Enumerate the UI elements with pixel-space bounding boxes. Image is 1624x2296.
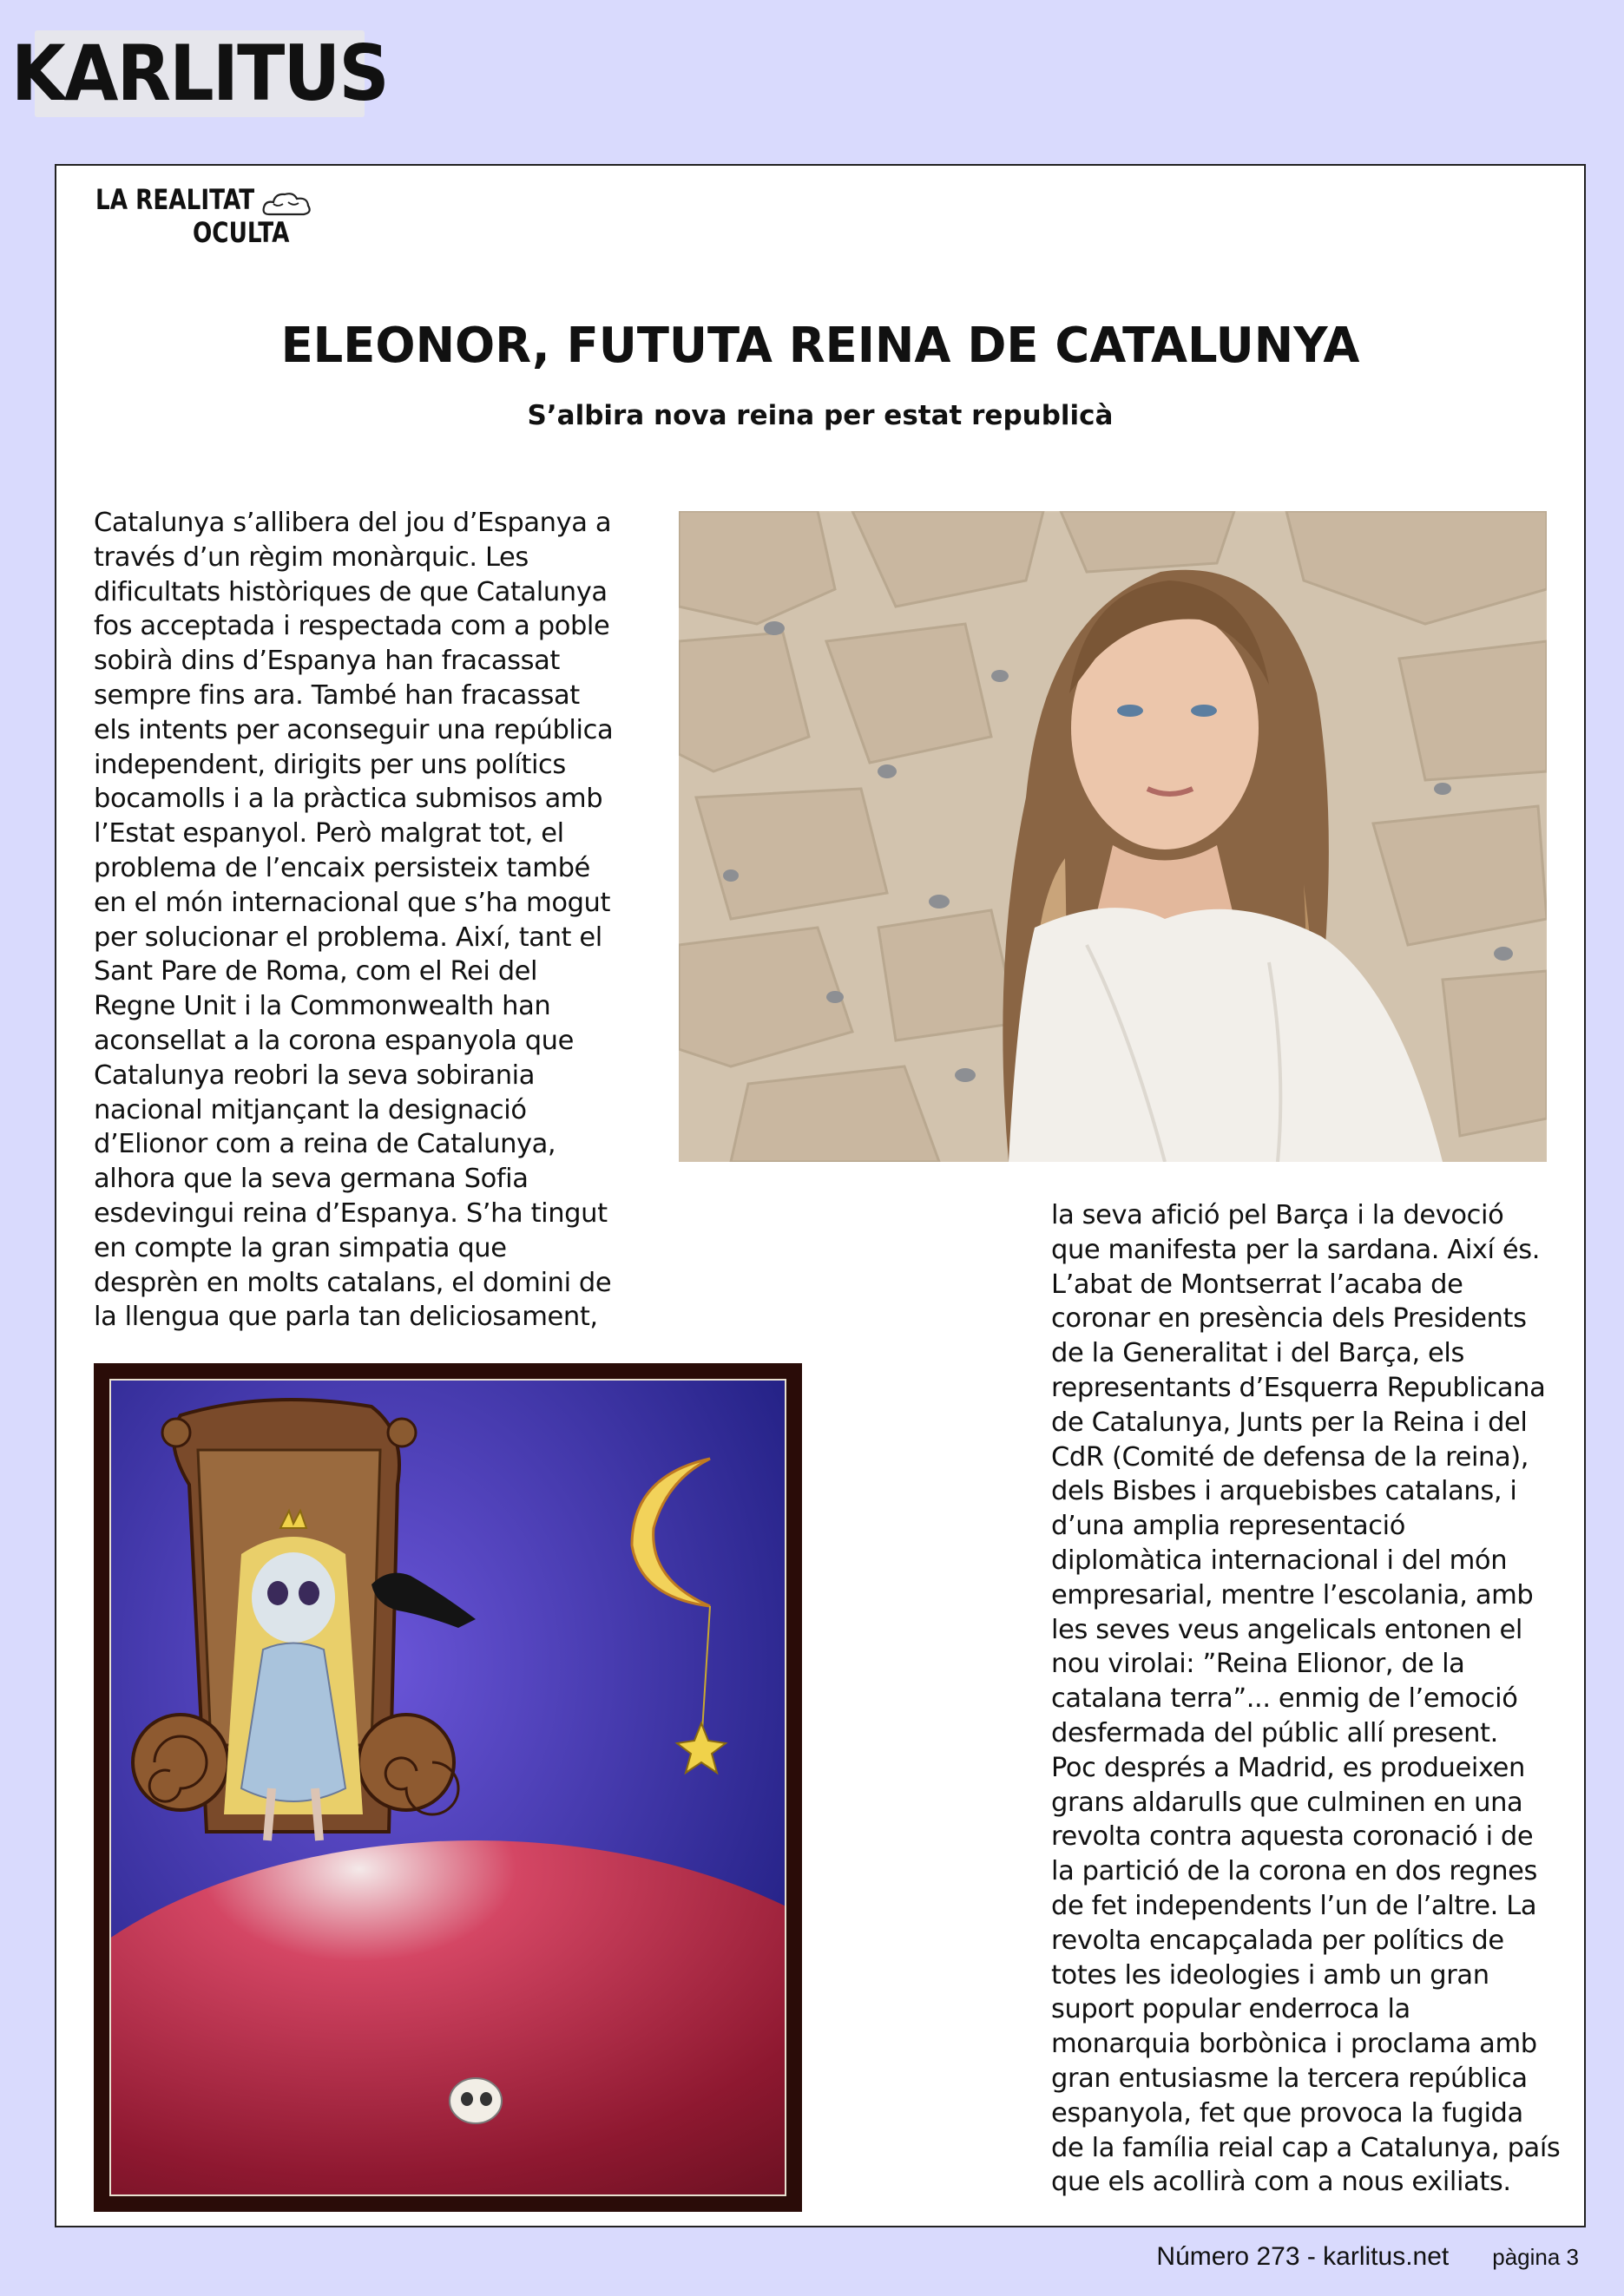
text-line: revolta encapçalada per polítics de: [1051, 1925, 1504, 1956]
text-line: l’Estat espanyol. Però malgrat tot, el: [94, 818, 564, 850]
page-footer: [1156, 2242, 1579, 2272]
text-line: de Catalunya, Junts per la Reina i del: [1051, 1407, 1528, 1438]
text-line: la llengua que parla tan deliciosament,: [94, 1302, 598, 1333]
text-line: esdevingui reina d’Espanya. S’ha tingut: [94, 1197, 608, 1229]
text-line: aconsellat a la corona espanyola que: [94, 1025, 574, 1056]
text-line: representants d’Esquerra Republicana: [1051, 1372, 1546, 1403]
text-line: diplomàtica internacional i del món: [1051, 1545, 1508, 1576]
text-line: desfermada del públic allí present.: [1051, 1717, 1498, 1748]
text-line: grans aldarulls que culminen en una: [1051, 1787, 1523, 1818]
text-line: empresarial, mentre l’escolania, amb: [1051, 1579, 1534, 1610]
text-line: les seves veus angelicals entonen el: [1051, 1614, 1522, 1645]
text-line: dificultats històriques de que Catalunya: [94, 576, 608, 607]
masthead: [10, 29, 389, 118]
text-line: independent, dirigits per uns polítics: [94, 749, 566, 780]
section-logo-line2: OCULTA: [193, 216, 290, 249]
queen-illustration: [94, 1363, 802, 2212]
queen-illustration-graphic: [111, 1381, 785, 2194]
text-line: Catalunya s’allibera del jou d’Espanya a: [94, 508, 612, 538]
text-line: espanyola, fet que provoca la fugida: [1051, 2097, 1523, 2129]
article-column-right: [1051, 1198, 1572, 2200]
text-line: dels Bisbes i arquebisbes catalans, i: [1051, 1476, 1517, 1507]
text-line: Sant Pare de Roma, com el Rei del: [94, 956, 538, 987]
text-line: L’abat de Montserrat l’acaba de: [1051, 1269, 1463, 1300]
text-line: bocamolls i a la pràctica submisos amb: [94, 784, 603, 815]
text-line: que manifesta per la sardana. Així és.: [1051, 1234, 1541, 1265]
text-line: fos acceptada i respectada com a poble: [94, 611, 610, 642]
section-logo-line1: LA REALITAT: [95, 183, 255, 216]
text-line: la seva afició pel Barça i la devoció: [1051, 1200, 1504, 1230]
issue-info: Número 273 - karlitus.net: [1156, 2242, 1450, 2271]
masthead-title: KARLITUS: [10, 29, 389, 118]
text-line: que els acollirà com a nous exiliats.: [1051, 2167, 1511, 2198]
text-line: problema de l’encaix persisteix també: [94, 852, 590, 883]
text-line: desprèn en molts catalans, el domini de: [94, 1267, 612, 1298]
text-line: d’Elionor com a reina de Catalunya,: [94, 1129, 556, 1160]
text-line: la partició de la corona en dos regnes: [1051, 1856, 1538, 1887]
text-line: nacional mitjançant la designació: [94, 1094, 527, 1125]
text-line: Regne Unit i la Commonwealth han: [94, 991, 551, 1022]
text-line: d’una amplia representació: [1051, 1511, 1405, 1542]
portrait-photo: [679, 511, 1547, 1162]
text-line: sempre fins ara. També han fracassat: [94, 679, 580, 711]
text-line: nou virolai: ”Reina Elionor, de la: [1051, 1649, 1465, 1680]
text-line: sobirà dins d’Espanya han fracassat: [94, 646, 560, 677]
text-line: per solucionar el problema. Així, tant el: [94, 922, 602, 953]
text-line: de la Generalitat i del Barça, els: [1051, 1338, 1464, 1369]
text-line: revolta contra aquesta coronació i de: [1051, 1821, 1534, 1853]
subheadline: S’albira nova reina per estat republicà: [527, 400, 1114, 431]
section-logo: [95, 183, 321, 257]
page-number: pàgina 3: [1492, 2244, 1579, 2270]
text-line: suport popular enderroca la: [1051, 1994, 1410, 2025]
text-line: en el món internacional que s’ha mogut: [94, 887, 611, 918]
text-line: coronar en presència dels Presidents: [1051, 1303, 1527, 1335]
text-line: alhora que la seva germana Sofia: [94, 1164, 529, 1195]
article-page: [55, 164, 1586, 2227]
article-column-left: [94, 506, 632, 1335]
text-line: Catalunya reobri la seva sobirania: [94, 1059, 536, 1091]
text-line: Poc després a Madrid, es produeixen: [1051, 1752, 1525, 1783]
text-line: els intents per aconseguir una república: [94, 714, 614, 745]
text-line: totes les ideologies i amb un gran: [1051, 1959, 1489, 1991]
text-line: CdR (Comité de defensa de la reina),: [1051, 1441, 1529, 1473]
portrait-photo-graphic: [679, 511, 1547, 1162]
text-line: través d’un règim monàrquic. Les: [94, 541, 529, 573]
headline: ELEONOR, FUTUTA REINA DE CATALUNYA: [280, 318, 1360, 374]
text-line: catalana terra”... enmig de l’emoció: [1051, 1683, 1518, 1715]
text-line: gran entusiasme la tercera república: [1051, 2063, 1528, 2094]
text-line: de la família reial cap a Catalunya, país: [1051, 2132, 1561, 2163]
cloud-icon: [260, 185, 312, 223]
text-line: de fet independents l’un de l’altre. La: [1051, 1890, 1537, 1921]
text-line: monarquia borbònica i proclama amb: [1051, 2029, 1537, 2060]
text-line: en compte la gran simpatia que: [94, 1232, 507, 1263]
